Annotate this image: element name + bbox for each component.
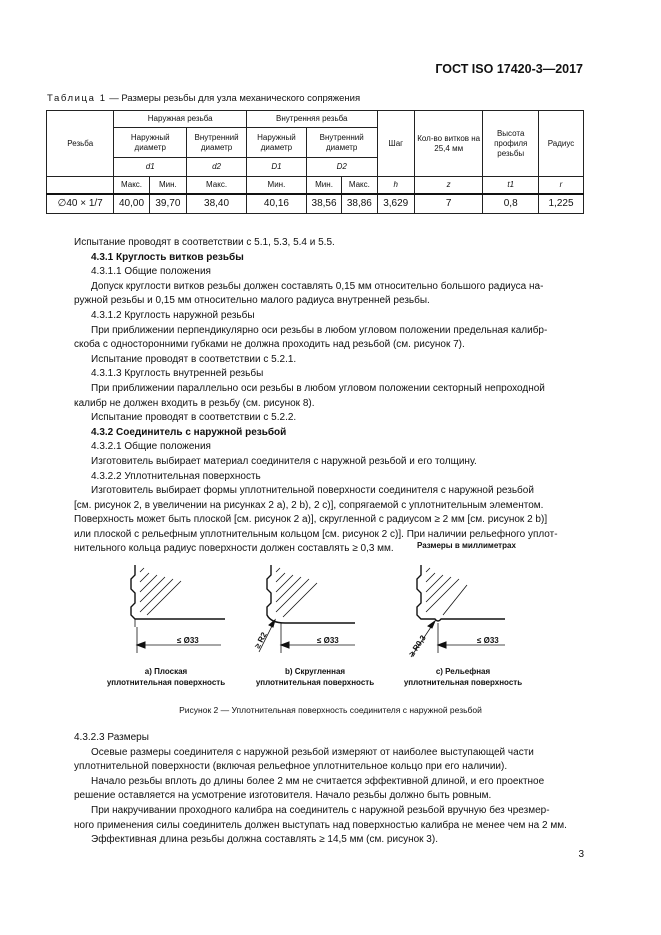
- caption-line: уплотнительная поверхность: [255, 678, 375, 687]
- page-number: 3: [578, 849, 584, 860]
- symbol-r: r: [539, 177, 584, 194]
- subsection-heading: 4.3.1.2 Круглость наружной резьбы: [91, 309, 255, 321]
- table-cell: 7: [414, 194, 482, 214]
- paragraph: Начало резьбы вплоть до длины более 2 мм не считается эффективной длиной, и его проектное: [91, 775, 545, 787]
- paragraph: При приближении перпендикулярно оси резьбы в любом угловом положении предельная калибр-: [91, 324, 548, 336]
- paragraph: или плоской с рельефным уплотнительным кольцом [см. рисунок 2 c)]. При наличии рельефного уплот-: [74, 528, 558, 540]
- paragraph: ружной резьбы и 0,15 мм относительно малого радиуса внутренней резьбы.: [74, 295, 430, 307]
- table-cell: 3,629: [377, 194, 414, 214]
- table-cell: 0,8: [483, 194, 539, 214]
- paragraph: Изготовитель выбирает формы уплотнительной поверхности соединителя с наружной резьбой: [91, 485, 534, 497]
- table-cell: 1,225: [539, 194, 584, 214]
- symbol-d1: d1: [114, 158, 187, 177]
- header-external-thread: Наружная резьба: [114, 111, 247, 128]
- paragraph: Эффективная длина резьбы должна составлять ≥ 14,5 мм (см. рисунок 3).: [91, 834, 438, 846]
- table-cell: 40,00: [114, 194, 149, 214]
- limit-min: Мин.: [306, 177, 341, 194]
- document-code: ГОСТ ISO 17420-3—2017: [435, 62, 583, 76]
- symbol-t1: t1: [483, 177, 539, 194]
- table-cell: 39,70: [149, 194, 186, 214]
- table-cell: ∅40 × 1/7: [47, 194, 114, 214]
- paragraph: [см. рисунок 2, в увеличении на рисунках 2 a), 2 b), 2 c)], сопрягаемой с уплотнительным элементом.: [74, 499, 544, 511]
- header-int-major-diameter: Наружный диаметр: [247, 128, 307, 158]
- caption-line: а) Плоская: [144, 667, 188, 676]
- symbol-z: z: [414, 177, 482, 194]
- figure-b-dimension: ≤ Ø33: [317, 636, 339, 645]
- table-cell: 40,16: [247, 194, 307, 214]
- paragraph: скоба с односторонними губками не должна проходить над резьбой (см. рисунок 7).: [74, 339, 465, 351]
- subsection-heading: 4.3.1.3 Круглость внутренней резьбы: [91, 368, 264, 380]
- paragraph: уплотнительной поверхности (включая рельефное уплотнительное кольцо при его наличии).: [74, 761, 508, 773]
- paragraph: При накручивании проходного калибра на соединитель с наружной резьбой вручную без чрезмер-: [91, 804, 550, 816]
- body-text-upper: [74, 236, 584, 557]
- paragraph: нительного кольца радиус поверхности должен составлять ≥ 0,3 мм.: [74, 543, 394, 555]
- paragraph: ного применения силы соединитель должен выступать над поверхностью калибра не менее чем на 2 мм.: [74, 819, 567, 831]
- symbol-h: h: [377, 177, 414, 194]
- subsection-heading: 4.3.2.3 Размеры: [74, 732, 149, 743]
- paragraph: Испытание проводят в соответствии с 5.1, 5.3, 5.4 и 5.5.: [74, 237, 335, 248]
- paragraph: Изготовитель выбирает материал соединителя с наружной резьбой и его толщину.: [91, 455, 477, 467]
- caption-line: уплотнительная поверхность: [106, 678, 226, 687]
- section-heading: 4.3.1 Круглость витков резьбы: [91, 251, 244, 263]
- caption-line: c) Рельефная: [435, 667, 491, 676]
- paragraph: Осевые размеры соединителя с наружной резьбой измеряют от наиболее выступающей части: [91, 746, 534, 758]
- empty-cell: [47, 177, 114, 194]
- header-ext-major-diameter: Наружный диаметр: [114, 128, 187, 158]
- paragraph: Допуск круглости витков резьбы должен составлять 0,15 мм относительно большого радиуса на-: [91, 280, 544, 292]
- table-caption: [47, 93, 360, 104]
- table-cell: 38,56: [306, 194, 341, 214]
- header-profile-height: Высота профиля резьбы: [483, 111, 539, 177]
- paragraph: Испытание проводят в соответствии с 5.2.1.: [91, 353, 297, 365]
- figure-b-drawing: [259, 565, 355, 653]
- figure-caption-b: [240, 666, 390, 688]
- header-ext-minor-diameter: Внутренний диаметр: [187, 128, 247, 158]
- limit-min: Мин.: [247, 177, 307, 194]
- figure-caption-c: [388, 666, 538, 688]
- symbol-D2: D2: [306, 158, 377, 177]
- caption-line: b) Скругленная: [284, 667, 346, 676]
- limit-max: Макс.: [342, 177, 377, 194]
- header-thread: Резьба: [47, 111, 114, 177]
- table-cell: 38,40: [187, 194, 247, 214]
- caption-line: уплотнительная поверхность: [403, 678, 523, 687]
- header-int-minor-diameter: Внутренний диаметр: [306, 128, 377, 158]
- header-turns: Кол-во витков на 25,4 мм: [414, 111, 482, 177]
- table-caption-label: Таблица 1: [47, 93, 107, 104]
- figure-b-radius: ≥ R2: [252, 630, 269, 650]
- figure-caption-a: [91, 666, 241, 688]
- paragraph: Поверхность может быть плоской [см. рисунок 2 a)], скругленной с радиусом ≥ 2 мм [см. рисунок 2 b)]: [74, 514, 548, 526]
- paragraph: При приближении параллельно оси резьбы в любом угловом положении секторный непроходной: [91, 382, 545, 394]
- subsection-heading: 4.3.1.1 Общие положения: [91, 266, 211, 278]
- symbol-d2: d2: [187, 158, 247, 177]
- header-pitch: Шаг: [377, 111, 414, 177]
- figure-c-dimension: ≤ Ø33: [477, 636, 499, 645]
- table-cell: 38,86: [342, 194, 377, 214]
- thread-dimensions-table: [46, 110, 584, 214]
- body-text-lower: [74, 731, 584, 848]
- limit-min: Мин.: [149, 177, 186, 194]
- figure-units-note: Размеры в миллиметрах: [417, 541, 516, 550]
- subsection-heading: 4.3.2.2 Уплотнительная поверхность: [91, 470, 261, 482]
- section-heading: 4.3.2 Соединитель с наружной резьбой: [91, 426, 287, 438]
- figure-c-radius: ≥ R0,3: [407, 633, 428, 659]
- figure-title: Рисунок 2 — Уплотнительная поверхность соединителя с наружной резьбой: [179, 705, 482, 715]
- limit-max: Макс.: [187, 177, 247, 194]
- subsection-heading: 4.3.2.1 Общие положения: [91, 441, 211, 453]
- figure-a-dimension: ≤ Ø33: [177, 636, 199, 645]
- limit-max: Макс.: [114, 177, 149, 194]
- paragraph: калибр не должен входить в резьбу (см. рисунок 8).: [74, 397, 315, 409]
- paragraph: решение оставляется на усмотрение изготовителя. Начало резьбы должно быть ровным.: [74, 790, 492, 802]
- symbol-D1: D1: [247, 158, 307, 177]
- header-radius: Радиус: [539, 111, 584, 177]
- sealing-surface-figure: [95, 557, 565, 667]
- header-internal-thread: Внутренняя резьба: [247, 111, 378, 128]
- paragraph: Испытание проводят в соответствии с 5.2.2.: [91, 412, 297, 424]
- table-caption-text: — Размеры резьбы для узла механического сопряжения: [106, 93, 361, 104]
